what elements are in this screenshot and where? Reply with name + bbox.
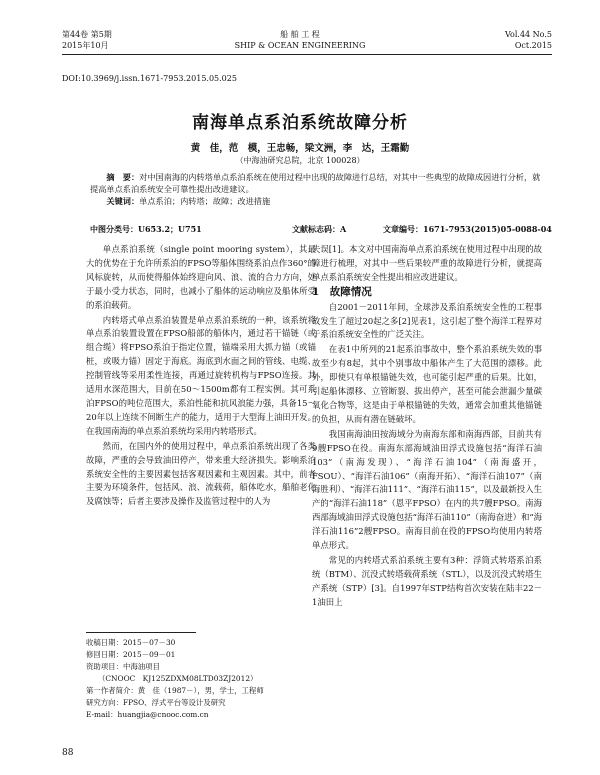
body-paragraph: 我国南海油田按海域分为南海东部和南海西部，目前共有9艘FPSO在役。南海东部海域油田浮式设施包括“海洋石油103”（南海发现）、“海洋石油104”（南海盛开，FSOU）、“海洋石油106”（南海开拓）、“海洋石油107”（南海胜利）、“海洋石油111”、“海洋石油115”，以及最新投入生产的“海洋石油118”（恩平FPSO）在内的共7艘FPSO。南海西部海域油田浮式设施包括“海洋石油110”（南海奋进）和“海洋石油116”2艘FPSO。南海目前在役的FPSO均使用内转塔单点形式。	[312, 428, 542, 551]
header-volume-right: Vol.44 No.5	[505, 30, 552, 39]
section-heading: 1 故障情况	[312, 285, 372, 298]
right-column	[312, 243, 542, 611]
page-number: 88	[62, 748, 74, 758]
footnote-revised: 修回日期：2015－09－01	[86, 650, 176, 659]
header-date-left: 2015年10月	[62, 41, 109, 50]
affiliation: （中海油研究总院，北京 100028）	[235, 156, 365, 165]
document-code: 文献标志码：A	[292, 224, 347, 234]
header-rule	[62, 54, 552, 55]
body-paragraph: 自2001－2011年间，全球涉及系泊系统安全性的工程事故发生了超过20起之多[2]见表1，这引起了整个海洋工程界对于系泊系统安全性的广泛关注。	[312, 301, 542, 340]
footnote-author: 第一作者简介：黄 佳（1987－），男，学士，工程师	[86, 686, 264, 695]
header-date-right: Oct.2015	[514, 41, 552, 50]
footnote-received: 收稿日期：2015－07－30	[86, 638, 176, 647]
body-paragraph: 内转塔式单点系泊装置是单点系泊系统的一种，该系统将单点系泊装置设置在FPSO船部的船体内，通过若干锚链（或组合缆）将FPSO系泊于指定位置，锚端采用大抓力锚（或锚桩，或吸力锚）固定于海底。海底到水面之间的管线、电缆、控制管线等采用柔性连接，再通过旋转机构与FPSO连接。其适用水深范围大，目前在50～1500m都有工程实例。其可系泊FPSO的吨位范围大，系泊性能和抗风浪能力强，具备15～20年以上连续不间断生产的能力，适用于大型海上油田开发。在我国南海的单点系泊系统均采用内转塔形式。	[86, 314, 316, 436]
body-paragraph: 单点系泊系统（single point mooring system），其最大的优势在于允许所系泊的FPSO等船体围绕系泊点作360°的风标旋转，从而使得船体始终迎向风、浪、流的合力方向，处于最小受力状态，同时，也减小了船体的运动响应及船体所受的系泊载荷。	[86, 244, 316, 310]
keywords-label: 关键词：	[106, 196, 140, 206]
header-volume-left: 第44卷 第5期	[62, 30, 112, 39]
header-journal-cn: 船 舶 工 程	[280, 30, 320, 39]
abstract	[90, 171, 545, 195]
abstract-label: 摘 要：	[106, 172, 140, 182]
keywords-text: 单点系泊；内转塔；故障；改进措施	[139, 196, 271, 206]
body-paragraph: 在表1中所列的21起系泊事故中，整个系泊系统失效的事故至少有8起，其中个别事故中船体产生了大范围的漂移。此外，即使只有单根锚链失效，也可能引起严重的后果。比如，引起船体漂移、立管断裂、拔出停产，甚至可能会泄漏少量碳氧化合物等，这是由于单根锚链的失效，通常会加重其他锚链的负担，从而有潜在链破坏。	[312, 344, 542, 424]
header-journal-en: SHIP & OCEAN ENGINEERING	[234, 41, 366, 50]
footnote-rule	[86, 632, 196, 633]
left-column	[86, 243, 316, 510]
doi: DOI:10.3969/j.issn.1671-7953.2015.05.025	[62, 74, 237, 83]
abstract-text: 对中国南海的内转塔单点系泊系统在使用过程中出现的故障进行总结，对其中一些典型的故障成因进行分析，就提高单点系泊系统安全可靠性提出改进建议。	[90, 172, 541, 194]
keywords	[90, 195, 545, 207]
abstract-block	[90, 171, 545, 207]
footnote-email: E-mail：huangjia@cnooc.com.cn	[86, 710, 209, 719]
paper-title: 南海单点系泊系统故障分析	[192, 113, 408, 133]
clc-number: 中图分类号：U653.2；U751	[90, 224, 202, 234]
footnotes	[86, 637, 316, 721]
body-paragraph: 然而，在国内外的使用过程中，单点系泊系统出现了各类故障，严重的会导致油田停产，带来重大经济损失。影响系泊系统安全性的主要因素包括客观因素和主观因素。其中，前者主要为环境条件，包括风、浪、流载荷，船体吃水，船舶老化及腐蚀等；后者主要涉及操作及监管过程中的人为	[86, 440, 316, 507]
body-paragraph: 常见的内转塔式系泊系统主要有3种：浮筒式转塔系泊系统（BTM）、沉没式转塔载荷系统（STL），以及沉没式转塔生产系统（STP）[3]。自1997年STP结构首次安装在陆丰22－1油田上	[312, 554, 542, 607]
footnote-funding: 资助项目：中海油项目	[86, 662, 160, 671]
author-list: 黄 佳，范 模，王忠畅，梁文洲，李 达，王霜勤	[190, 143, 410, 154]
footnote-funding-code: （CNOOC KJ125ZDXM08LTD03ZJ2012）	[98, 674, 258, 683]
article-number: 文章编号：1671-7953(2015)05-0088-04	[383, 224, 552, 234]
body-paragraph: 失误[1]。本文对中国南海单点系泊系统在使用过程中出现的故障进行梳理，对其中一些后果较严重的故障进行分析，就提高单点系泊系统安全性提出相应改进建议。	[312, 244, 542, 282]
footnote-research: 研究方向：FPSO、浮式平台等设计及研究	[86, 698, 226, 707]
